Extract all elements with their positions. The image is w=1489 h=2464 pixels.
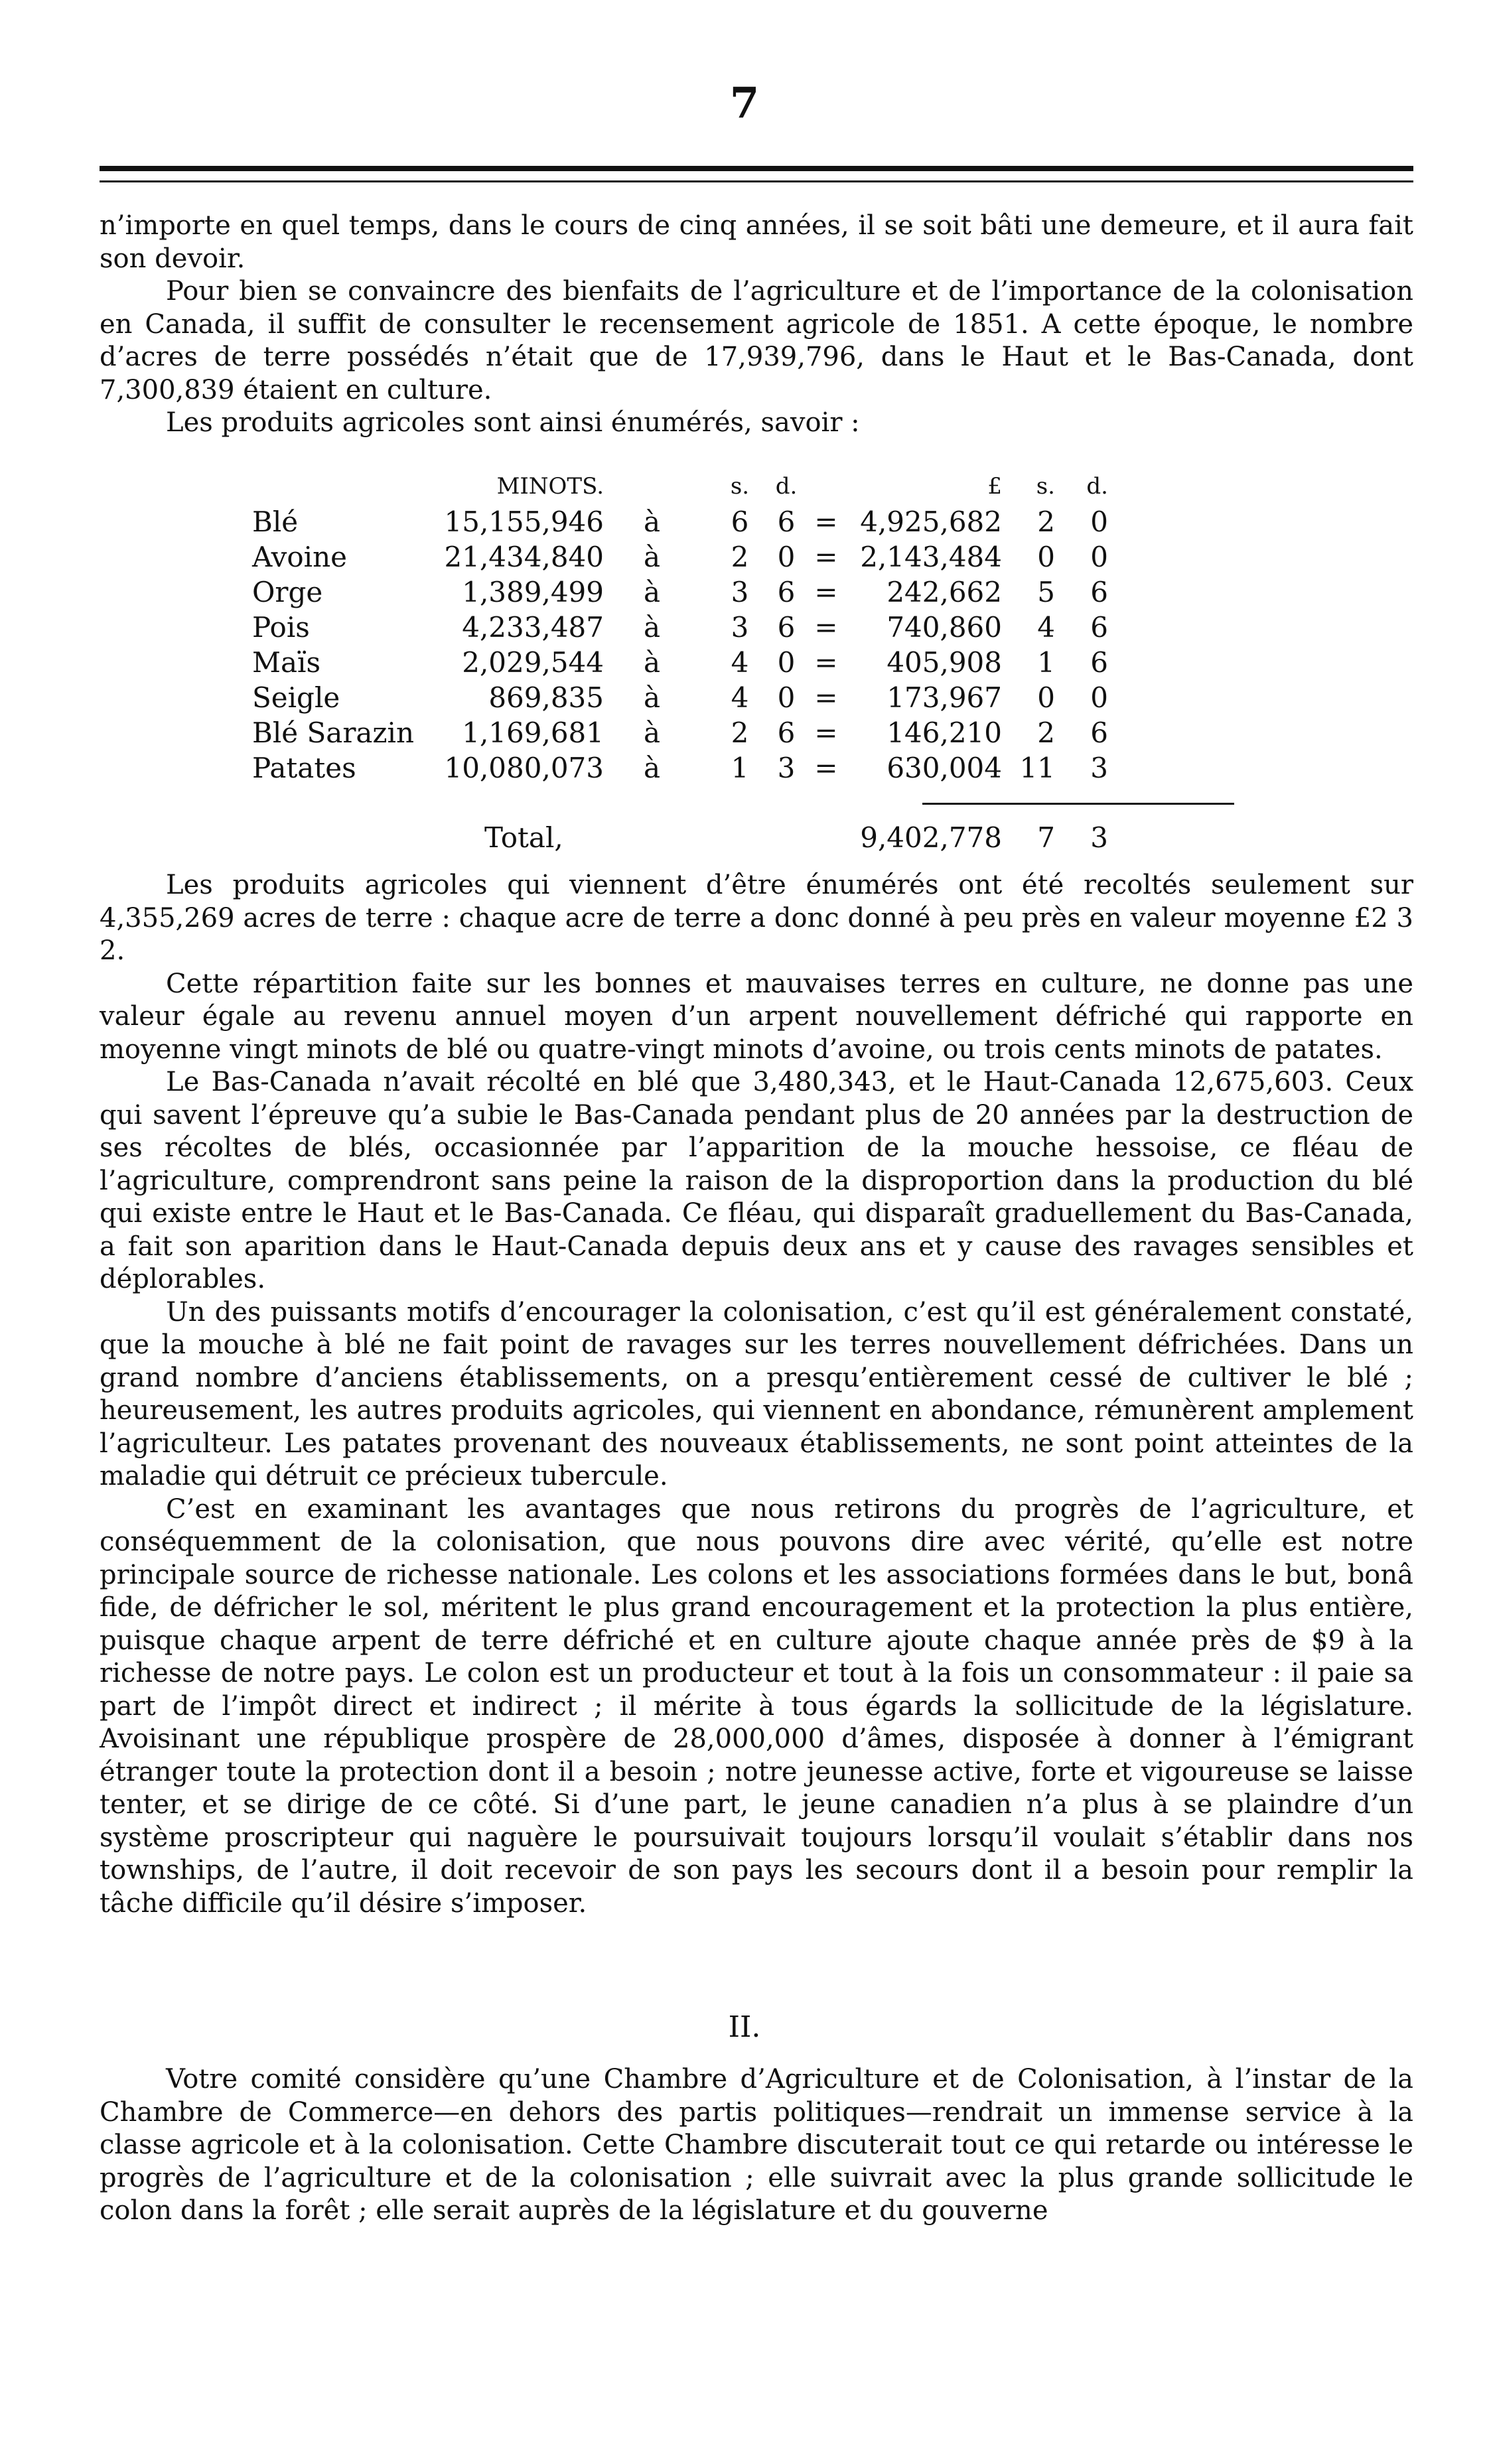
crop-a: à [644, 611, 661, 644]
crop-value: 630,004 [886, 752, 1002, 784]
crop-s2: 11 [1019, 752, 1055, 784]
total-s2: 7 [1037, 821, 1055, 854]
crop-d2: 6 [1090, 646, 1108, 679]
crop-d: 6 [777, 576, 796, 608]
crop-value: 4,925,682 [860, 506, 1002, 538]
total-d2: 3 [1090, 821, 1108, 854]
table-header-row [252, 469, 1108, 504]
crops-table [252, 469, 1108, 855]
crop-value: 242,662 [886, 576, 1002, 608]
crop-value: 2,143,484 [860, 541, 1002, 573]
crop-s2: 2 [1037, 506, 1055, 538]
table-row [252, 539, 1108, 575]
section-heading: II. [728, 2010, 761, 2044]
total-label: Total, [484, 821, 563, 854]
paragraph: Les produits agricoles qui viennent d’être énumérés ont été recoltés seulement sur 4,355,269 acres de terre : chaque acre de terre a donc donné à peu près en valeur moyenne £2 3 2. [100, 870, 1413, 966]
crop-value: 405,908 [886, 646, 1002, 679]
crop-a: à [644, 506, 661, 538]
crop-s2: 2 [1037, 717, 1055, 749]
crop-eq: = [814, 506, 838, 538]
crop-name: Maïs [252, 646, 321, 679]
section-text [100, 2063, 1413, 2228]
crop-name: Seigle [252, 681, 340, 714]
crop-minots: 4,233,487 [462, 611, 604, 644]
crop-s2: 4 [1037, 611, 1055, 644]
page-number: 7 [729, 78, 760, 128]
crop-name: Orge [252, 576, 323, 608]
header-rule-thin [100, 180, 1413, 182]
paragraph: Les produits agricoles sont ainsi énumérés, savoir : [166, 407, 860, 438]
crop-s: 4 [731, 681, 749, 714]
crop-d: 3 [777, 752, 796, 784]
crop-a: à [644, 646, 661, 679]
paragraph: n’importe en quel temps, dans le cours de cinq années, il se soit bâti une demeure, et il aura fait son devoir. [100, 210, 1413, 274]
crop-d2: 0 [1090, 506, 1108, 538]
crop-s: 2 [731, 717, 749, 749]
crop-s2: 5 [1037, 576, 1055, 608]
table-row [252, 645, 1108, 680]
crop-minots: 10,080,073 [444, 752, 604, 784]
crop-s: 3 [731, 611, 749, 644]
header-s: s. [730, 473, 750, 500]
table-row [252, 750, 1108, 786]
table-row [252, 504, 1108, 539]
header-d: d. [775, 473, 798, 500]
crop-d: 0 [777, 681, 796, 714]
crop-d: 6 [777, 611, 796, 644]
crop-s2: 0 [1037, 541, 1055, 573]
crop-eq: = [814, 752, 838, 784]
crop-d2: 0 [1090, 541, 1108, 573]
crop-s: 4 [731, 646, 749, 679]
crop-minots: 1,389,499 [462, 576, 604, 608]
crop-s: 1 [731, 752, 749, 784]
crop-s: 3 [731, 576, 749, 608]
paragraph: C’est en examinant les avantages que nous retirons du progrès de l’agriculture, et conséquemment de la colonisation, que nous pouvons dire avec vérité, qu’elle est notre principale source de richesse nationale. Les colons et les associations formées dans le but, bonâ fide, de défricher le sol, méritent le plus grand encouragement et la protection la plus entière, puisque chaque arpent de terre défriché et en culture ajoute chaque année près de $9 à la richesse de notre pays. Le colon est un producteur et tout à la fois un consommateur : il paie sa part de l’impôt direct et indirect ; il mérite à tous égards la sollicitude de la législature. Avoisinant une république prospère de 28,000,000 d’âmes, disposée à donner à l’émigrant étranger toute la protection dont il a besoin ; notre jeunesse active, forte et vigoureuse se laisse tenter, et se dirige de ce côté. Si d’une part, le jeune canadien n’a plus à se plaindre d’un système proscripteur qui naguère le poursuivait toujours lorsqu’il voulait s’établir dans nos townships, de l’autre, il doit recevoir de son pays les secours dont il a besoin pour remplir la tâche difficile qu’il désire s’imposer. [100, 1493, 1413, 1919]
crop-name: Blé Sarazin [252, 717, 415, 749]
crop-value: 740,860 [886, 611, 1002, 644]
crop-a: à [644, 576, 661, 608]
table-total-row [252, 786, 1108, 855]
paragraph: Pour bien se convaincre des bienfaits de l’agriculture et de l’importance de la colonisation en Canada, il suffit de consulter le recensement agricole de 1851. A cette époque, le nombre d’acres de terre possédés n’était que de 17,939,796, dans le Haut et le Bas-Canada, dont 7,300,839 étaient en culture. [100, 276, 1413, 405]
crop-eq: = [814, 717, 838, 749]
crop-s: 2 [731, 541, 749, 573]
crop-eq: = [814, 541, 838, 573]
crop-eq: = [814, 576, 838, 608]
paragraph: Cette répartition faite sur les bonnes et mauvaises terres en culture, ne donne pas une valeur égale au revenu annuel moyen d’un arpent nouvellement défriché qui rapporte en moyenne vingt minots de blé ou quatre-vingt minots d’avoine, ou trois cents minots de patates. [100, 968, 1413, 1065]
crop-a: à [644, 752, 661, 784]
crop-d: 6 [777, 506, 796, 538]
table-row [252, 715, 1108, 750]
crop-minots: 21,434,840 [444, 541, 604, 573]
header-d2: d. [1086, 473, 1108, 500]
table-row [252, 680, 1108, 715]
total-rule [922, 803, 1234, 805]
crop-eq: = [814, 611, 838, 644]
header-s2: s. [1036, 473, 1055, 500]
crop-d2: 0 [1090, 681, 1108, 714]
crop-d2: 6 [1090, 611, 1108, 644]
intro-text [100, 210, 1413, 440]
crop-d2: 6 [1090, 717, 1108, 749]
header-pound: £ [987, 473, 1002, 500]
crop-s2: 0 [1037, 681, 1055, 714]
header-rule-thick [100, 166, 1413, 171]
paragraph: Votre comité considère qu’une Chambre d’Agriculture et de Colonisation, à l’instar de la Chambre de Commerce—en dehors des partis politiques—rendrait un immense service à la classe agricole et à la colonisation. Cette Chambre discuterait tout ce qui retarde ou intéresse le progrès de l’agriculture et de la colonisation ; elle suivrait avec la plus grande sollicitude le colon dans la forêt ; elle serait auprès de la législature et du gouverne [100, 2064, 1413, 2226]
table-row [252, 610, 1108, 645]
crop-d2: 3 [1090, 752, 1108, 784]
paragraph: Un des puissants motifs d’encourager la colonisation, c’est qu’il est généralement constaté, que la mouche à blé ne fait point de ravages sur les terres nouvellement défrichées. Dans un grand nombre d’anciens établissements, on a presqu’entièrement cessé de cultiver le blé ; heureusement, les autres produits agricoles, qui viennent en abondance, rémunèrent amplement l’agriculteur. Les patates provenant des nouveaux établissements, ne sont point atteintes de la maladie qui détruit ce précieux tubercule. [100, 1296, 1413, 1491]
crop-d: 0 [777, 541, 796, 573]
header-minots: MINOTS. [496, 473, 604, 500]
crop-name: Blé [252, 506, 299, 538]
crop-s: 6 [731, 506, 749, 538]
crop-name: Pois [252, 611, 310, 644]
crop-a: à [644, 541, 661, 573]
crop-name: Patates [252, 752, 356, 784]
crop-minots: 15,155,946 [444, 506, 604, 538]
crop-d: 6 [777, 717, 796, 749]
crop-d2: 6 [1090, 576, 1108, 608]
table-row [252, 575, 1108, 610]
crop-minots: 2,029,544 [462, 646, 604, 679]
crop-s2: 1 [1037, 646, 1055, 679]
crop-a: à [644, 717, 661, 749]
crop-eq: = [814, 681, 838, 714]
crop-eq: = [814, 646, 838, 679]
total-value: 9,402,778 [860, 821, 1002, 854]
body-text [100, 869, 1413, 1920]
crop-d: 0 [777, 646, 796, 679]
crop-minots: 869,835 [488, 681, 604, 714]
crop-a: à [644, 681, 661, 714]
crop-value: 173,967 [886, 681, 1002, 714]
paragraph: Le Bas-Canada n’avait récolté en blé que 3,480,343, et le Haut-Canada 12,675,603. Ceux qui savent l’épreuve qu’a subie le Bas-Canada pendant plus de 20 années par la destruction de ses récoltes de blés, occasionnée par l’apparition de la mouche hessoise, ce fléau de l’agriculture, comprendront sans peine la raison de la disproportion dans la production du blé qui existe entre le Haut et le Bas-Canada. Ce fléau, qui disparaît graduellement du Bas-Canada, a fait son aparition dans le Haut-Canada depuis deux ans et y cause des ravages sensibles et déplorables. [100, 1067, 1413, 1294]
crop-name: Avoine [252, 541, 347, 573]
crop-minots: 1,169,681 [462, 717, 604, 749]
crop-value: 146,210 [886, 717, 1002, 749]
